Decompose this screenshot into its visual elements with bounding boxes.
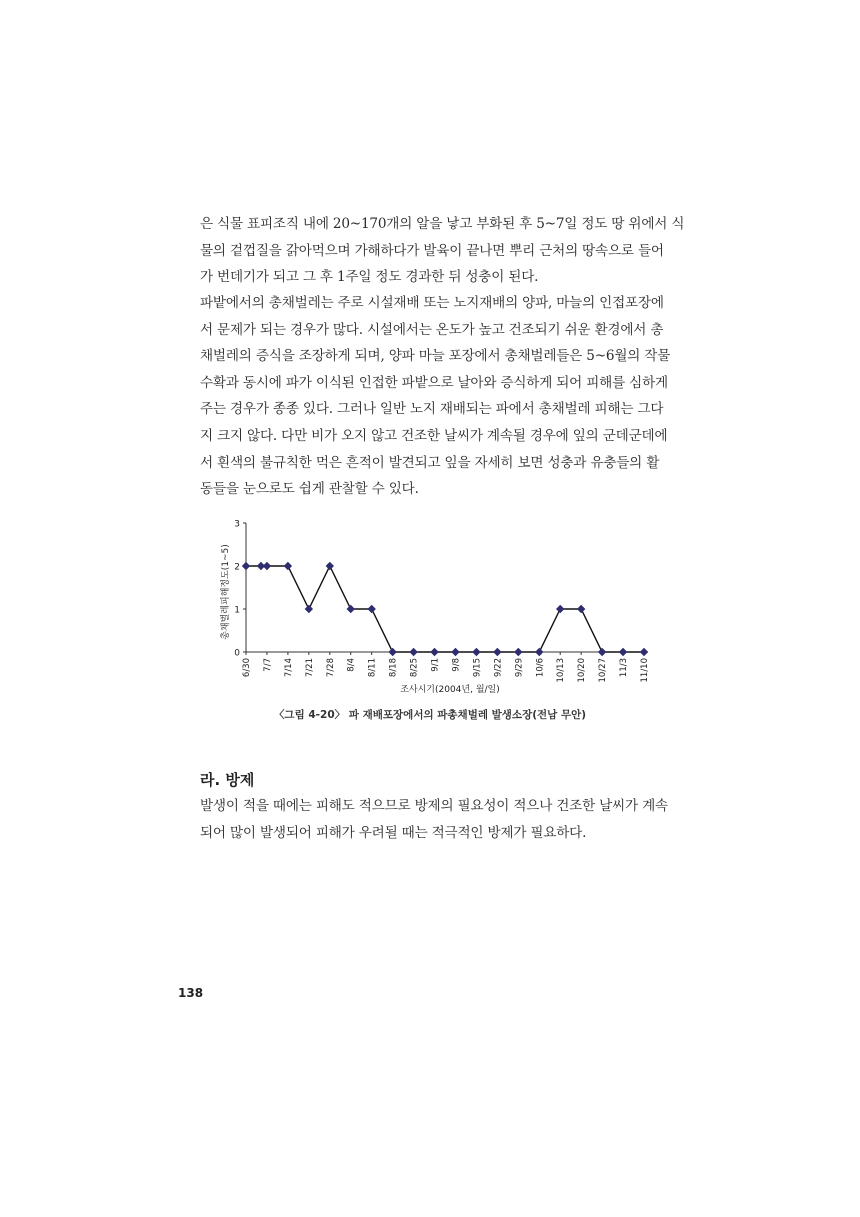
x-tick-label: 7/21 [304,658,315,678]
x-tick-label: 10/27 [598,658,609,683]
x-tick-label: 9/15 [472,658,483,678]
x-tick-label: 8/25 [409,658,420,678]
x-tick-label: 8/4 [346,658,357,672]
data-point-marker [409,648,417,656]
data-point-marker [242,562,250,570]
text-line: 채벌레의 증식을 조장하게 되며, 양파 마늘 포장에서 총채벌레들은 5~6월의 작물 [200,348,671,365]
data-point-marker [535,648,543,656]
y-tick-label: 1 [234,605,240,616]
damage-line-chart [212,512,662,702]
data-point-marker [598,648,606,656]
text-line: 물의 겉껍질을 갉아먹으며 가해하다가 발육이 끝나면 뿌리 근처의 땅속으로 들어 [200,242,664,259]
x-tick-label: 11/3 [619,658,630,678]
data-point-marker [388,648,396,656]
x-tick-label: 8/18 [388,658,399,678]
x-tick-label: 7/28 [325,658,336,678]
x-tick-label: 7/14 [283,658,294,678]
data-point-marker [577,605,585,613]
data-point-marker [284,562,292,570]
y-tick-label: 0 [234,648,240,659]
data-point-marker [556,605,564,613]
data-point-marker [451,648,459,656]
x-tick-label: 9/8 [451,658,462,672]
data-point-marker [305,605,313,613]
figure-caption: 〈그림 4-20〉 파 재배포장에서의 파총채벌레 발생소장(전남 무안) [273,709,587,721]
x-axis-label: 조사시기(2004년, 월/일) [400,685,500,695]
text-line: 수확과 동시에 파가 이식된 인접한 파밭으로 날아와 증식하게 되어 피해를 심하게 [200,374,668,391]
x-tick-label: 10/13 [556,658,567,683]
data-point-marker [472,648,480,656]
data-point-marker [326,562,334,570]
text-line: 은 식물 표피조직 내에 20~170개의 알을 낳고 부화된 후 5~7일 정도 땅 위에서 식 [200,216,685,232]
data-point-marker [430,648,438,656]
data-point-marker [619,648,627,656]
paragraph-2 [200,290,671,503]
x-tick-label: 9/22 [493,658,504,678]
data-point-marker [640,648,648,656]
section-heading: 라. 방제 [200,771,255,789]
data-point-marker [263,562,271,570]
paragraph-3 [200,793,666,846]
data-point-marker [347,605,355,613]
y-tick-label: 3 [234,519,240,530]
text-line: 동들을 눈으로도 쉽게 관찰할 수 있다. [200,481,419,498]
text-line: 서 문제가 되는 경우가 많다. 시설에서는 온도가 높고 건조되기 쉬운 환경에서 총 [200,321,664,338]
x-tick-label: 8/11 [367,658,378,678]
x-tick-label: 10/6 [535,658,546,678]
text-line: 주는 경우가 종종 있다. 그러나 일반 노지 재배되는 파에서 총채벌레 피해는 그다 [200,401,664,418]
x-tick-label: 7/7 [262,658,273,672]
x-tick-label: 11/10 [640,658,650,683]
paragraph-1 [200,211,685,291]
data-point-marker [367,605,375,613]
data-point-marker [493,648,501,656]
x-tick-label: 9/1 [430,658,441,672]
text-line: 되어 많이 발생되어 피해가 우려될 때는 적극적인 방제가 필요하다. [200,824,587,841]
data-point-marker [514,648,522,656]
x-tick-label: 6/30 [242,658,252,678]
text-line: 서 흰색의 불규칙한 먹은 흔적이 발견되고 잎을 자세히 보면 성충과 유충들의 활 [200,454,660,471]
text-line: 가 번데기가 되고 그 후 1주일 정도 경과한 뒤 성충이 된다. [200,269,539,286]
page-number: 138 [178,986,204,1000]
text-line: 발생이 적을 때에는 피해도 적으므로 방제의 필요성이 적으나 건조한 날씨가 계속 [200,798,668,814]
x-tick-label: 10/20 [577,658,588,683]
y-tick-label: 2 [234,562,240,573]
y-axis-label: 총채벌레피해정도(1~5) [221,544,231,640]
text-line: 파밭에서의 총채벌레는 주로 시설재배 또는 노지재배의 양파, 마늘의 인접포장에 [200,295,664,311]
text-line: 지 크지 않다. 다만 비가 오지 않고 건조한 날씨가 계속될 경우에 잎의 군데군데에 [200,427,668,444]
x-tick-label: 9/29 [514,658,525,678]
